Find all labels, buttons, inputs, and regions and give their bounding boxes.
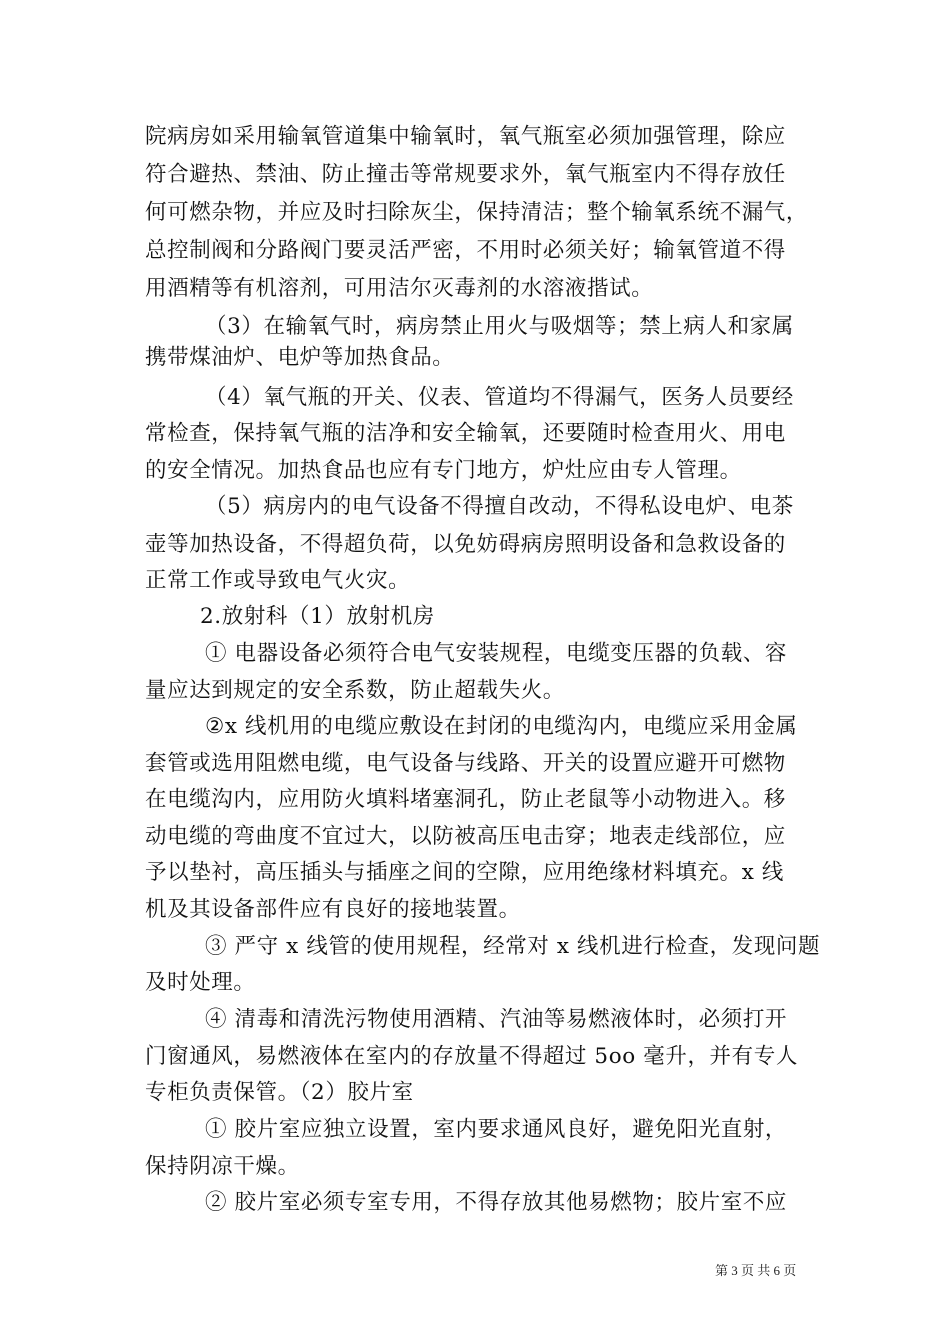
text-line: 用酒精等有机溶剂，可用洁尔灭毒剂的水溶液揩试。 <box>145 276 654 301</box>
text-line: 予以垫衬，高压插头与插座之间的空隙，应用绝缘材料填充。x 线 <box>145 860 784 885</box>
text-line: 常检查，保持氧气瓶的洁净和安全输氧，还要随时检查用火、用电 <box>145 421 786 446</box>
text-line: （4）氧气瓶的开关、仪表、管道均不得漏气，医务人员要经 <box>205 385 794 410</box>
text-line: （5）病房内的电气设备不得擅自改动，不得私设电炉、电茶 <box>205 494 794 519</box>
text-line: ② 胶片室必须专室专用，不得存放其他易燃物；胶片室不应 <box>205 1190 788 1215</box>
text-line: 携带煤油炉、电炉等加热食品。 <box>145 345 455 370</box>
text-line: 保持阴凉干燥。 <box>145 1154 300 1179</box>
text-line: ②x 线机用的电缆应敷设在封闭的电缆沟内，电缆应采用金属 <box>205 714 798 739</box>
text-line: （3）在输氧气时，病房禁止用火与吸烟等；禁上病人和家属 <box>205 314 794 339</box>
text-line: 院病房如采用输氧管道集中输氧时，氧气瓶室必须加强管理，除应 <box>145 124 786 149</box>
text-line: ① 胶片室应独立设置，室内要求通风良好，避免阳光直射， <box>205 1117 788 1142</box>
text-line: 符合避热、禁油、防止撞击等常规要求外，氧气瓶室内不得存放任 <box>145 162 786 187</box>
text-line: 量应达到规定的安全系数，防止超载失火。 <box>145 678 565 703</box>
text-line: 何可燃杂物，并应及时扫除灰尘，保持清洁；整个输氧系统不漏气， <box>145 200 809 225</box>
text-line: 的安全情况。加热食品也应有专门地方，炉灶应由专人管理。 <box>145 458 742 483</box>
text-line: 门窗通风，易燃液体在室内的存放量不得超过 5oo 毫升，并有专人 <box>145 1044 798 1069</box>
text-line: ③ 严守 x 线管的使用规程，经常对 x 线机进行检查，发现问题 <box>205 934 821 959</box>
text-line: 总控制阀和分路阀门要灵活严密，不用时必须关好；输氧管道不得 <box>145 238 786 263</box>
text-line: 动电缆的弯曲度不宜过大，以防被高压电击穿；地表走线部位，应 <box>145 824 786 849</box>
text-line: 2.放射科（1）放射机房 <box>200 604 435 629</box>
page-number: 第 3 页 共 6 页 <box>715 1263 797 1278</box>
text-line: 套管或选用阻燃电缆，电气设备与线路、开关的设置应避开可燃物 <box>145 751 786 776</box>
text-line: 专柜负责保管。（2）胶片室 <box>145 1080 414 1105</box>
text-line: 正常工作或导致电气火灾。 <box>145 568 411 593</box>
text-line: 及时处理。 <box>145 970 256 995</box>
text-line: 在电缆沟内，应用防火填料堵塞洞孔，防止老鼠等小动物进入。移 <box>145 787 786 812</box>
text-line: 壶等加热设备，不得超负荷，以免妨碍病房照明设备和急救设备的 <box>145 532 786 557</box>
text-line: ④ 清毒和清洗污物使用酒精、汽油等易燃液体时，必须打开 <box>205 1007 788 1032</box>
text-line: 机及其设备部件应有良好的接地装置。 <box>145 897 521 922</box>
text-line: ① 电器设备必须符合电气安装规程，电缆变压器的负载、容 <box>205 641 788 666</box>
